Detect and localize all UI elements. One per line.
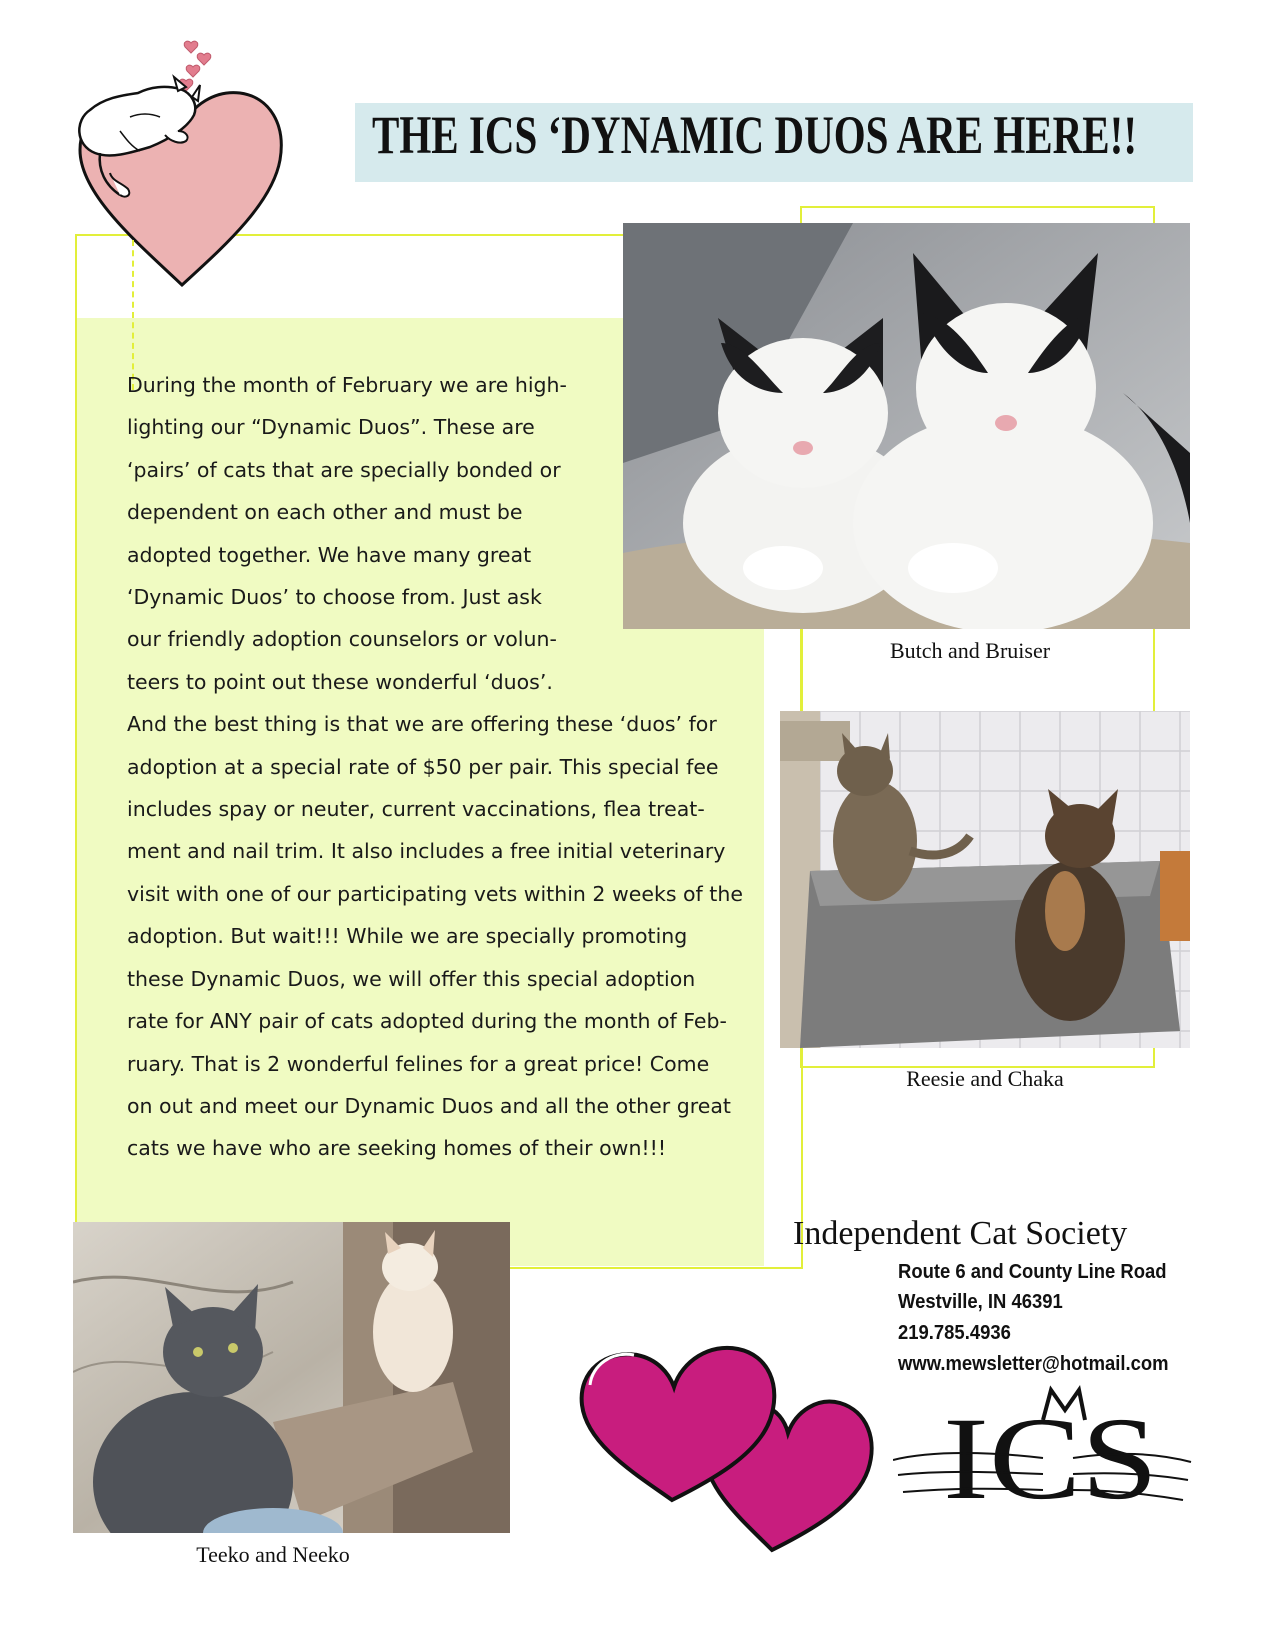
body-line: ‘pairs’ of cats that are specially bonded or (127, 457, 561, 482)
body-line: adoption at a special rate of $50 per pair. This special fee (127, 754, 719, 779)
body-line: And the best thing is that we are offering these ‘duos’ for (127, 712, 717, 737)
caption-photo2: Reesie and Chaka (906, 1066, 1064, 1091)
body-line: adopted together. We have many great (127, 542, 532, 567)
body-line: these Dynamic Duos, we will offer this special adoption (127, 966, 696, 991)
body-line: our friendly adoption counselors or volun- (127, 627, 557, 652)
body-line: cats we have who are seeking homes of their own!!! (127, 1136, 667, 1161)
photo-teeko-neeko (73, 1222, 510, 1533)
body-line: includes spay or neuter, current vaccinations, flea treat- (127, 797, 705, 822)
address-line2: Westville, IN 46391 (898, 1290, 1063, 1313)
body-line: on out and meet our Dynamic Duos and all the other great (127, 1093, 731, 1118)
web-address: www.mewsletter@hotmail.com (898, 1352, 1169, 1375)
body-line: teers to point out these wonderful ‘duos’. (127, 669, 553, 694)
org-name: Independent Cat Society (793, 1215, 1128, 1252)
body-line: rate for ANY pair of cats adopted during the month of Feb- (127, 1009, 727, 1034)
photo-butch-bruiser (623, 223, 1190, 629)
logo-text: ICS (943, 1393, 1158, 1524)
caption-photo1: Butch and Bruiser (889, 638, 1051, 663)
ics-logo (893, 1380, 1193, 1530)
body-line: dependent on each other and must be (127, 500, 523, 525)
caption-photo3: Teeko and Neeko (196, 1542, 350, 1567)
body-line: visit with one of our participating vets within 2 weeks of the (127, 881, 743, 906)
two-hearts-icon (572, 1325, 882, 1560)
page-title: THE ICS ‘DYNAMIC DUOS ARE HERE!! (372, 105, 1138, 165)
body-line: ‘Dynamic Duos’ to choose from. Just ask (127, 585, 542, 610)
phone-number: 219.785.4936 (898, 1321, 1011, 1344)
address-line1: Route 6 and County Line Road (898, 1260, 1167, 1283)
body-line: During the month of February we are high- (127, 373, 567, 397)
body-line: ment and nail trim. It also includes a free initial veterinary (127, 839, 726, 864)
body-line: lighting our “Dynamic Duos”. These are (127, 415, 535, 440)
heart-cat-illustration (70, 35, 290, 295)
photo-reesie-chaka (780, 711, 1190, 1048)
body-line: adoption. But wait!!! While we are specially promoting (127, 924, 688, 949)
body-line: ruary. That is 2 wonderful felines for a great price! Come (127, 1051, 710, 1076)
